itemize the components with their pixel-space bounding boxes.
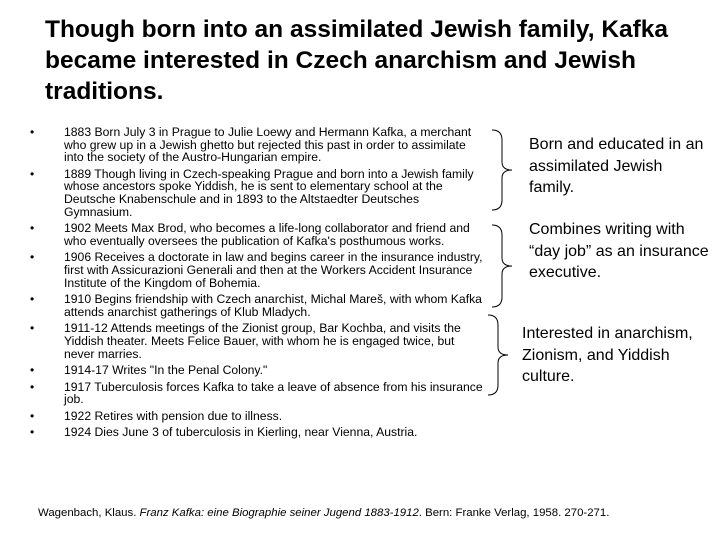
bullet-icon: •	[30, 292, 35, 307]
right-brace-icon	[486, 223, 516, 309]
bullet-icon: •	[30, 408, 35, 423]
timeline-item	[30, 381, 485, 406]
bullet-icon: •	[30, 321, 35, 336]
timeline-list	[30, 126, 485, 443]
timeline-item	[30, 251, 485, 289]
timeline-text: 1889 Though living in Czech-speaking Prague and born into a Jewish family whose ancestors spoke Yiddish, he is sent to elementary school at the Deutsche Knabenschule and in 1893 to the Altstaedter Deutsches Gymnasium.	[64, 166, 474, 219]
citation-publisher: . Bern: Franke Verlag, 1958. 270-271.	[418, 507, 610, 519]
right-brace-icon	[482, 313, 512, 397]
bullet-icon: •	[30, 166, 35, 181]
note-day-job: Combines writing with “day job” as an insurance executive.	[529, 221, 709, 281]
timeline-item	[30, 322, 485, 360]
timeline-item	[30, 126, 485, 164]
timeline-item	[30, 410, 485, 423]
citation-title: Franz Kafka: eine Biographie seiner Jugend 1883-1912	[139, 507, 419, 519]
timeline-item	[30, 293, 485, 318]
timeline-text: 1902 Meets Max Brod, who becomes a life-long collaborator and friend and who eventually oversees the publication of Kafka's posthumous works.	[64, 221, 470, 248]
bullet-icon: •	[30, 363, 35, 378]
timeline-item	[30, 364, 485, 377]
timeline-text: 1883 Born July 3 in Prague to Julie Loewy and Hermann Kafka, a merchant who grew up in a Jewish ghetto but rejected this past in order to assimilate into the society of the Austro-Hungarian empire.	[64, 125, 472, 165]
timeline-text: 1910 Begins friendship with Czech anarchist, Michal Mareš, with whom Kafka attends anarchist gatherings of Klub Mladych.	[64, 292, 482, 319]
bullet-icon: •	[30, 250, 35, 265]
timeline-text: 1911-12 Attends meetings of the Zionist group, Bar Kochba, and visits the Yiddish theater. Meets Felice Bauer, with whom he is engaged twice, but never marries.	[64, 321, 461, 361]
timeline-item	[30, 426, 485, 439]
timeline-text: 1917 Tuberculosis forces Kafka to take a leave of absence from his insurance job.	[64, 379, 483, 407]
bullet-icon: •	[30, 221, 35, 236]
bullet-icon: •	[30, 425, 35, 440]
citation	[38, 506, 609, 520]
note-assimilated: Born and educated in an assimilated Jewish family.	[529, 136, 704, 196]
timeline-item	[30, 168, 485, 218]
timeline-text: 1922 Retires with pension due to illness.	[64, 408, 283, 423]
timeline-text: 1924 Dies June 3 of tuberculosis in Kierling, near Vienna, Austria.	[64, 425, 418, 440]
citation-author: Wagenbach, Klaus.	[38, 507, 140, 519]
timeline-text: 1914-17 Writes "In the Penal Colony."	[64, 363, 268, 378]
timeline-text: 1906 Receives a doctorate in law and begins career in the insurance industry, first with Assicurazioni Generali and then at the Workers Accident Insurance Institute of the Kingdom of Bohemia.	[64, 250, 483, 290]
right-brace-icon	[486, 128, 516, 212]
bullet-icon: •	[30, 379, 35, 394]
slide-title: Though born into an assimilated Jewish family, Kafka became interested in Czech anarchism and Jewish traditions.	[45, 16, 669, 105]
bullet-icon: •	[30, 125, 35, 139]
timeline-item	[30, 222, 485, 247]
note-anarchism: Interested in anarchism, Zionism, and Yiddish culture.	[522, 325, 693, 385]
